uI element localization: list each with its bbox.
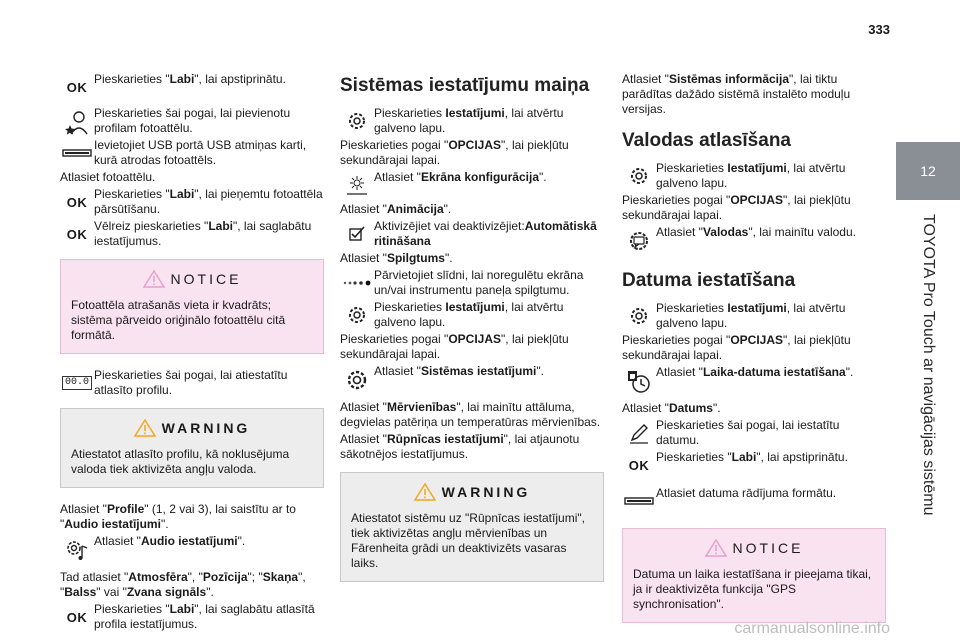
gear-icon	[340, 300, 374, 326]
warning-icon	[134, 419, 156, 437]
column-middle	[340, 72, 604, 596]
notice-text: Fotoattēla atrašanās vieta ir kvadrāts; sistēma pārveido oriģinālo fotoattēlu citā formātā.	[71, 298, 286, 342]
notice-box	[622, 528, 886, 623]
instruction-row	[340, 364, 604, 392]
instruction-text: Atlasiet "Laika-datuma iestatīšana".	[656, 365, 854, 379]
instruction-text: Pieskarieties "Labi", lai pieņemtu fotoattēla pārsūtīšanu.	[94, 187, 323, 216]
warning-text: Atiestatot sistēmu uz "Rūpnīcas iestatījumi", tiek aktivizētas angļu mērvienības un Fārenheita grādi un deaktivizēts vasaras laiks.	[351, 511, 585, 570]
instruction-text: Pieskarieties "Labi", lai apstiprinātu.	[94, 72, 286, 86]
language-icon	[622, 225, 656, 253]
instruction-text: Atlasiet "Valodas", lai mainītu valodu.	[656, 225, 856, 239]
notice-text: Datuma un laika iestatīšana ir pieejama tikai, ja ir deaktivizēta funkcija "GPS synchronisation".	[633, 567, 872, 611]
paragraph: Atlasiet "Profile" (1, 2 vai 3), lai saistītu ar to "Audio iestatījumi".	[60, 502, 296, 531]
audio-settings-icon	[60, 534, 94, 562]
paragraph: Pieskarieties pogai "OPCIJAS", lai piekļūtu sekundārajai lapai.	[340, 138, 569, 167]
paragraph: Pieskarieties pogai "OPCIJAS", lai piekļūtu sekundārajai lapai.	[340, 332, 569, 361]
notice-header	[633, 539, 875, 557]
instruction-row	[622, 301, 886, 331]
format-bar-icon	[622, 486, 656, 512]
checkbox-icon	[340, 219, 374, 245]
gear-icon	[622, 301, 656, 327]
warning-header	[351, 483, 593, 501]
paragraph: Atlasiet "Datums".	[622, 401, 721, 415]
ok-icon: OK	[628, 457, 650, 473]
instruction-row	[340, 219, 604, 249]
instruction-text: Pieskarieties Iestatījumi, lai atvērtu galveno lapu.	[656, 301, 846, 330]
notice-icon	[143, 270, 165, 288]
instruction-row	[60, 602, 324, 632]
notice-box	[60, 259, 324, 354]
user-star-icon	[60, 106, 94, 136]
chapter-number: 12	[920, 162, 936, 179]
paragraph: Atlasiet "Rūpnīcas iestatījumi", lai atjaunotu sākotnējos iestatījumus.	[340, 432, 580, 461]
ok-icon: OK	[66, 79, 88, 95]
instruction-text: Pieskarieties šai pogai, lai atiestatītu atlasīto profilu.	[94, 368, 288, 397]
instruction-text: Ievietojiet USB portā USB atmiņas karti, kurā atrodas fotoattēls.	[94, 138, 307, 167]
usb-icon	[60, 138, 94, 164]
notice-icon	[705, 539, 727, 557]
notice-header	[71, 270, 313, 288]
instruction-row	[622, 225, 886, 253]
screen-config-icon	[340, 170, 374, 196]
instruction-text: Atlasiet "Sistēmas iestatījumi".	[374, 364, 544, 378]
instruction-row	[340, 106, 604, 136]
section-heading: Valodas atlasīšana	[622, 130, 791, 151]
page-number: 333	[868, 22, 890, 37]
instruction-text: Pieskarieties Iestatījumi, lai atvērtu galveno lapu.	[656, 161, 846, 190]
instruction-text: Atlasiet datuma rādījuma formātu.	[656, 486, 837, 500]
paragraph: Pieskarieties pogai "OPCIJAS", lai piekļūtu sekundārajai lapai.	[622, 333, 851, 362]
instruction-row	[622, 450, 886, 476]
instruction-text: Vēlreiz pieskarieties "Labi", lai saglabātu iestatījumus.	[94, 219, 312, 248]
instruction-text: Pieskarieties Iestatījumi, lai atvērtu galveno lapu.	[374, 300, 564, 329]
instruction-text: Pieskarieties Iestatījumi, lai atvērtu galveno lapu.	[374, 106, 564, 135]
instruction-row	[622, 365, 886, 395]
instruction-row	[60, 368, 324, 398]
notice-title: NOTICE	[732, 539, 804, 556]
instruction-text: Pieskarieties šai pogai, lai pievienotu profilam fotoattēlu.	[94, 106, 291, 135]
instruction-row	[622, 418, 886, 448]
column-left	[60, 72, 324, 634]
instruction-row	[60, 534, 324, 562]
paragraph: Pieskarieties pogai "OPCIJAS", lai piekļūtu sekundārajai lapai.	[622, 193, 851, 222]
instruction-row	[60, 219, 324, 249]
warning-title: WARNING	[441, 483, 531, 500]
chapter-tab	[896, 142, 960, 200]
chapter-title: TOYOTA Pro Touch ar navigācijas sistēmu	[920, 214, 937, 516]
instruction-text: Atlasiet "Ekrāna konfigurācija".	[374, 170, 547, 184]
paragraph: Atlasiet fotoattēlu.	[60, 170, 156, 184]
instruction-row	[622, 486, 886, 512]
instruction-row	[60, 106, 324, 136]
paragraph: Atlasiet "Mērvienības", lai mainītu attāluma, degvielas patēriņa un temperatūras mērvienības.	[340, 400, 601, 429]
instruction-text: Pieskarieties "Labi", lai saglabātu atlasītā profila iestatījumus.	[94, 602, 315, 631]
paragraph: Atlasiet "Animācija".	[340, 202, 452, 216]
instruction-text: Pieskarieties šai pogai, lai iestatītu datumu.	[656, 418, 840, 447]
paragraph: Atlasiet "Spilgtums".	[340, 251, 453, 265]
instruction-row	[60, 187, 324, 217]
pencil-icon	[622, 418, 656, 444]
warning-header	[71, 419, 313, 437]
ok-icon: OK	[66, 609, 88, 625]
paragraph: Tad atlasiet "Atmosfēra", "Pozīcija"; "Skaņa", "Balss" vai "Zvana signāls".	[60, 570, 306, 599]
warning-title: WARNING	[161, 419, 251, 436]
instruction-row	[340, 268, 604, 298]
column-right	[622, 72, 886, 637]
instruction-text: Aktivizējiet vai deaktivizējiet:Automātiskā ritināšana	[374, 219, 597, 248]
system-settings-icon	[340, 364, 374, 392]
warning-icon	[414, 483, 436, 501]
instruction-row	[340, 300, 604, 330]
notice-title: NOTICE	[170, 270, 242, 287]
instruction-row	[340, 170, 604, 196]
gear-icon	[622, 161, 656, 187]
slider-dots-icon	[340, 268, 374, 294]
instruction-text: Pārvietojiet slīdni, lai noregulētu ekrāna un/vai instrumentu paneļa spilgtumu.	[374, 268, 584, 297]
ok-icon: OK	[66, 226, 88, 242]
warning-text: Atiestatot atlasīto profilu, kā noklusējuma valoda tiek aktivizēta angļu valoda.	[71, 447, 290, 476]
gear-icon	[340, 106, 374, 132]
instruction-text: Atlasiet "Audio iestatījumi".	[94, 534, 246, 548]
watermark: carmanualsonline.info	[734, 620, 890, 637]
warning-box	[60, 408, 324, 488]
instruction-row	[60, 138, 324, 168]
paragraph: Atlasiet "Sistēmas informācija", lai tiktu parādītas dažādo sistēmā instalēto moduļu versijas.	[622, 72, 851, 116]
section-heading: Datuma iestatīšana	[622, 270, 796, 291]
section-heading: Sistēmas iestatījumu maiņa	[340, 75, 590, 96]
clock-icon	[622, 365, 656, 395]
instruction-row	[622, 161, 886, 191]
ok-icon: OK	[66, 194, 88, 210]
instruction-row	[60, 72, 324, 98]
reset-digit-icon: 00.0	[60, 368, 94, 394]
instruction-text: Pieskarieties "Labi", lai apstiprinātu.	[656, 450, 848, 464]
warning-box	[340, 472, 604, 582]
